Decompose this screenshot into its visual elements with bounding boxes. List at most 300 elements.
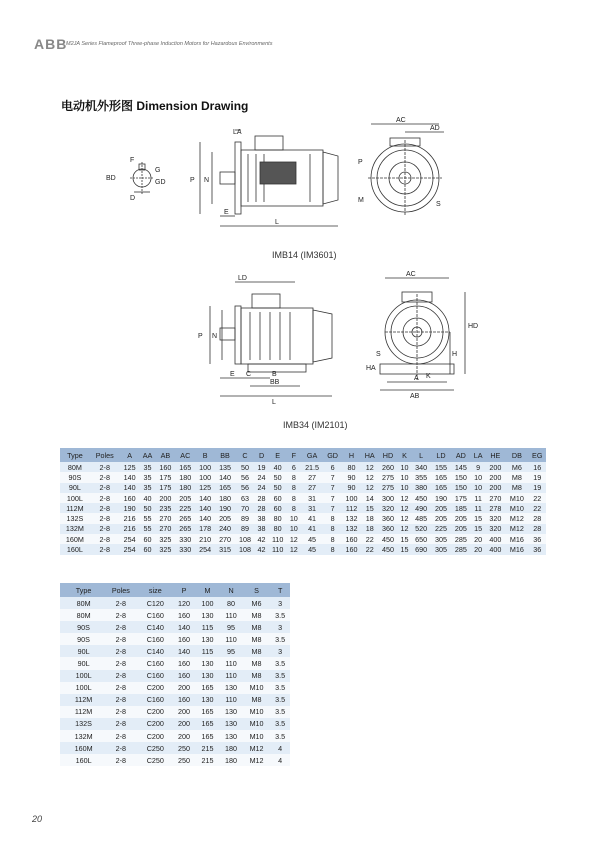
table-cell: 4 bbox=[270, 754, 290, 766]
column-header: N bbox=[219, 583, 243, 597]
table-cell: 3.5 bbox=[270, 682, 290, 694]
table-row bbox=[60, 462, 546, 472]
table-cell: 330 bbox=[175, 544, 195, 554]
table-cell: 89 bbox=[235, 513, 255, 523]
table-cell: 270 bbox=[485, 493, 505, 503]
table-cell: 275 bbox=[378, 483, 398, 493]
table-cell: 22 bbox=[361, 534, 378, 544]
table-cell: 160 bbox=[342, 544, 362, 554]
table-cell: 180 bbox=[175, 483, 195, 493]
table-cell: 175 bbox=[451, 493, 471, 503]
table-row bbox=[60, 544, 546, 554]
table-cell: 132S bbox=[60, 718, 103, 730]
table-cell: 20 bbox=[471, 534, 486, 544]
table-cell: M8 bbox=[243, 621, 270, 633]
table-cell: M10 bbox=[243, 682, 270, 694]
table-cell: 2-8 bbox=[103, 694, 138, 706]
table-cell: 190 bbox=[215, 503, 235, 513]
table-cell: 140 bbox=[120, 483, 140, 493]
table-cell: 110 bbox=[219, 657, 243, 669]
shaft bbox=[220, 172, 235, 184]
table-cell: 3.5 bbox=[270, 706, 290, 718]
table-cell: 20 bbox=[471, 544, 486, 554]
table-cell: 31 bbox=[300, 493, 323, 503]
dim-label-ac: AC bbox=[396, 117, 406, 124]
table-row bbox=[60, 633, 290, 645]
table-cell: 2-8 bbox=[103, 597, 138, 609]
column-header: A bbox=[120, 448, 140, 462]
table-cell: 55 bbox=[140, 524, 156, 534]
table-cell: 10 bbox=[398, 462, 411, 472]
column-header: Type bbox=[60, 448, 90, 462]
table-cell: 160M bbox=[60, 742, 103, 754]
column-header: Poles bbox=[103, 583, 138, 597]
table-cell: 160 bbox=[172, 633, 196, 645]
table-cell: 200 bbox=[155, 493, 175, 503]
table-cell: 112M bbox=[60, 694, 103, 706]
dim-label-s: S bbox=[436, 201, 441, 208]
table-cell: 50 bbox=[235, 462, 255, 472]
table-cell: 2-8 bbox=[103, 682, 138, 694]
column-header: AC bbox=[175, 448, 195, 462]
table-cell: 42 bbox=[255, 544, 268, 554]
dim-label-s: S bbox=[376, 351, 381, 358]
table-cell: 178 bbox=[195, 524, 215, 534]
table-cell: 50 bbox=[140, 503, 156, 513]
table-cell: 215 bbox=[196, 754, 220, 766]
dim-label-n: N bbox=[212, 333, 218, 340]
table-cell: 210 bbox=[195, 534, 215, 544]
table-cell: 35 bbox=[140, 483, 156, 493]
fan-cover bbox=[323, 152, 338, 204]
table-cell: 160 bbox=[342, 534, 362, 544]
dim-label-l: L bbox=[275, 219, 279, 226]
dim-label-hd: HD bbox=[468, 323, 479, 330]
table-cell: 254 bbox=[120, 534, 140, 544]
table-cell: 130 bbox=[196, 694, 220, 706]
table-cell: 15 bbox=[471, 524, 486, 534]
table-cell: 14 bbox=[361, 493, 378, 503]
table-cell: 265 bbox=[175, 524, 195, 534]
table-cell: 130 bbox=[196, 670, 220, 682]
table-cell: 110 bbox=[268, 544, 287, 554]
column-header: F bbox=[287, 448, 300, 462]
table-cell: 205 bbox=[431, 513, 451, 523]
column-header: LD bbox=[431, 448, 451, 462]
table-cell: 90 bbox=[342, 483, 362, 493]
table-cell: 132S bbox=[60, 513, 90, 523]
table-cell: 165 bbox=[196, 718, 220, 730]
table-cell: 200 bbox=[172, 706, 196, 718]
table-cell: 690 bbox=[411, 544, 431, 554]
table-row bbox=[60, 645, 290, 657]
table-cell: 10 bbox=[287, 524, 300, 534]
table-cell: 115 bbox=[196, 621, 220, 633]
table-cell: 165 bbox=[431, 472, 451, 482]
table-cell: 110 bbox=[219, 694, 243, 706]
table-cell: 60 bbox=[140, 534, 156, 544]
table-cell: 160 bbox=[172, 609, 196, 621]
table-cell: 270 bbox=[155, 524, 175, 534]
table-cell: 2-8 bbox=[90, 493, 120, 503]
table-cell: 90S bbox=[60, 621, 103, 633]
table-row bbox=[60, 493, 546, 503]
column-header: AA bbox=[140, 448, 156, 462]
table-cell: 285 bbox=[451, 544, 471, 554]
table-cell: 216 bbox=[120, 524, 140, 534]
table-cell: 132M bbox=[60, 730, 103, 742]
table-cell: 95 bbox=[219, 621, 243, 633]
table-cell: M6 bbox=[243, 597, 270, 609]
table-cell: 160 bbox=[172, 670, 196, 682]
table-cell: 12 bbox=[398, 493, 411, 503]
table-cell: 2-8 bbox=[90, 483, 120, 493]
table-cell: 325 bbox=[155, 544, 175, 554]
table-cell: 300 bbox=[378, 493, 398, 503]
table-cell: 225 bbox=[431, 524, 451, 534]
table-cell: M8 bbox=[243, 633, 270, 645]
dim-label-e: E bbox=[230, 371, 235, 378]
table-cell: 3.5 bbox=[270, 609, 290, 621]
table-cell: 100 bbox=[195, 472, 215, 482]
table-cell: 380 bbox=[411, 483, 431, 493]
table-row bbox=[60, 483, 546, 493]
table-cell: 130 bbox=[196, 633, 220, 645]
table-cell: 31 bbox=[300, 503, 323, 513]
table-cell: 11 bbox=[471, 503, 486, 513]
table-cell: 2-8 bbox=[90, 544, 120, 554]
table-cell: 110 bbox=[268, 534, 287, 544]
table-cell: 100 bbox=[196, 597, 220, 609]
table-row bbox=[60, 524, 546, 534]
table-cell: M10 bbox=[505, 493, 528, 503]
page-number: 20 bbox=[32, 814, 43, 824]
table-cell: C120 bbox=[138, 597, 172, 609]
table-cell: 10 bbox=[398, 472, 411, 482]
table-cell: C200 bbox=[138, 682, 172, 694]
table-cell: 40 bbox=[268, 462, 287, 472]
flange bbox=[235, 142, 241, 214]
table-cell: 165 bbox=[196, 682, 220, 694]
dim-label-p: P bbox=[198, 333, 203, 340]
table-cell: 320 bbox=[485, 513, 505, 523]
table-cell: 100 bbox=[195, 462, 215, 472]
column-header: AB bbox=[155, 448, 175, 462]
table-cell: 80 bbox=[219, 597, 243, 609]
table-row bbox=[60, 503, 546, 513]
table-cell: 8 bbox=[324, 534, 342, 544]
table-cell: 112 bbox=[342, 503, 362, 513]
table-cell: 360 bbox=[378, 524, 398, 534]
table-cell: 130 bbox=[219, 718, 243, 730]
table-cell: 200 bbox=[172, 718, 196, 730]
dim-label-f: F bbox=[130, 157, 135, 164]
column-header: size bbox=[138, 583, 172, 597]
table-cell: 9 bbox=[471, 462, 486, 472]
table-cell: 56 bbox=[235, 483, 255, 493]
table-cell: 24 bbox=[255, 472, 268, 482]
table-cell: 160L bbox=[60, 544, 90, 554]
table-cell: 180 bbox=[219, 742, 243, 754]
table-cell: 28 bbox=[255, 503, 268, 513]
dim-label-a: A bbox=[414, 375, 419, 382]
table-cell: 8 bbox=[287, 493, 300, 503]
table-cell: 305 bbox=[431, 534, 451, 544]
table-cell: M8 bbox=[243, 670, 270, 682]
table-cell: 100L bbox=[60, 493, 90, 503]
table-row bbox=[60, 754, 290, 766]
table-cell: 216 bbox=[120, 513, 140, 523]
table-cell: 3.5 bbox=[270, 670, 290, 682]
column-header: GD bbox=[324, 448, 342, 462]
table-cell: 10 bbox=[471, 483, 486, 493]
table-cell: 6 bbox=[324, 462, 342, 472]
column-header: Type bbox=[60, 583, 103, 597]
table-cell: 60 bbox=[140, 544, 156, 554]
table-cell: C200 bbox=[138, 730, 172, 742]
table-cell: 3 bbox=[270, 645, 290, 657]
dim-label-ld: LD bbox=[238, 275, 247, 282]
table-cell: 80M bbox=[60, 597, 103, 609]
dim-label-bd: BD bbox=[106, 175, 116, 182]
table-cell: 132 bbox=[342, 513, 362, 523]
table-cell: 10 bbox=[398, 483, 411, 493]
column-header: EG bbox=[529, 448, 547, 462]
table-row bbox=[60, 742, 290, 754]
table-cell: 12 bbox=[361, 483, 378, 493]
table-cell: C160 bbox=[138, 657, 172, 669]
table-cell: 63 bbox=[235, 493, 255, 503]
table-cell: 160 bbox=[155, 462, 175, 472]
table-cell: 22 bbox=[361, 544, 378, 554]
table-cell: 28 bbox=[255, 493, 268, 503]
column-header: HD bbox=[378, 448, 398, 462]
table-cell: 265 bbox=[175, 513, 195, 523]
table-cell: 12 bbox=[398, 524, 411, 534]
column-header: HA bbox=[361, 448, 378, 462]
table-cell: M6 bbox=[505, 462, 528, 472]
table-cell: 22 bbox=[529, 493, 547, 503]
table-cell: 165 bbox=[196, 706, 220, 718]
table-cell: 160 bbox=[120, 493, 140, 503]
table-cell: 140 bbox=[195, 493, 215, 503]
table-cell: 2-8 bbox=[103, 730, 138, 742]
dim-label-l: L bbox=[272, 399, 276, 406]
table-cell: 90S bbox=[60, 472, 90, 482]
table-cell: M10 bbox=[243, 706, 270, 718]
table-cell: 165 bbox=[175, 462, 195, 472]
flange-table bbox=[60, 583, 290, 766]
table-cell: 205 bbox=[431, 503, 451, 513]
table-cell: 130 bbox=[219, 706, 243, 718]
table-cell: 150 bbox=[451, 483, 471, 493]
table-cell: 160M bbox=[60, 534, 90, 544]
table-cell: 42 bbox=[255, 534, 268, 544]
table-cell: 200 bbox=[485, 462, 505, 472]
table-cell: C250 bbox=[138, 742, 172, 754]
table-cell: 2-8 bbox=[90, 513, 120, 523]
table-cell: 70 bbox=[235, 503, 255, 513]
table-cell: 19 bbox=[529, 483, 547, 493]
table-cell: 7 bbox=[324, 503, 342, 513]
table-cell: 165 bbox=[431, 483, 451, 493]
dim-label-p: P bbox=[190, 177, 195, 184]
column-header: HE bbox=[485, 448, 505, 462]
dim-label-p2: P bbox=[358, 159, 363, 166]
table-cell: 140 bbox=[195, 503, 215, 513]
table-cell: 235 bbox=[155, 503, 175, 513]
terminal-box bbox=[255, 136, 283, 150]
table-cell: 2-8 bbox=[90, 503, 120, 513]
table-cell: 100L bbox=[60, 670, 103, 682]
table-cell: 35 bbox=[140, 462, 156, 472]
table-cell: 175 bbox=[155, 483, 175, 493]
dim-label-ha: HA bbox=[366, 365, 376, 372]
table-cell: 3.5 bbox=[270, 718, 290, 730]
table-cell: M16 bbox=[505, 534, 528, 544]
table-cell: 15 bbox=[398, 534, 411, 544]
table-cell: 15 bbox=[471, 513, 486, 523]
table-cell: 80 bbox=[268, 524, 287, 534]
table-cell: 90S bbox=[60, 633, 103, 645]
table-cell: 130 bbox=[219, 730, 243, 742]
table-cell: 165 bbox=[215, 483, 235, 493]
header-subtitle: M2JA Series Flameproof Three-phase Induction Motors for Hazardous Environments bbox=[66, 41, 273, 47]
table-cell: 3 bbox=[270, 621, 290, 633]
table-cell: 56 bbox=[235, 472, 255, 482]
table-cell: 2-8 bbox=[103, 742, 138, 754]
table-row bbox=[60, 657, 290, 669]
table-cell: 450 bbox=[411, 493, 431, 503]
table-cell: 260 bbox=[378, 462, 398, 472]
table-cell: 8 bbox=[324, 513, 342, 523]
table-cell: M12 bbox=[243, 742, 270, 754]
table-cell: 200 bbox=[172, 682, 196, 694]
table-header-row bbox=[60, 448, 546, 462]
table-row bbox=[60, 694, 290, 706]
table-cell: 110 bbox=[219, 609, 243, 621]
table-cell: 6 bbox=[287, 462, 300, 472]
table-cell: 12 bbox=[361, 472, 378, 482]
table-cell: 12 bbox=[398, 503, 411, 513]
table-cell: 400 bbox=[485, 544, 505, 554]
table-cell: 3.5 bbox=[270, 633, 290, 645]
table-cell: 225 bbox=[175, 503, 195, 513]
table-cell: 7 bbox=[324, 483, 342, 493]
table-cell: 80M bbox=[60, 462, 90, 472]
table-cell: 140 bbox=[120, 472, 140, 482]
table-cell: 12 bbox=[398, 513, 411, 523]
table-cell: 205 bbox=[215, 513, 235, 523]
table-cell: 60 bbox=[268, 493, 287, 503]
table-cell: 95 bbox=[219, 645, 243, 657]
table-cell: 8 bbox=[287, 483, 300, 493]
table-cell: 90L bbox=[60, 657, 103, 669]
table-cell: 135 bbox=[215, 462, 235, 472]
table-cell: 19 bbox=[529, 472, 547, 482]
table-cell: 12 bbox=[361, 462, 378, 472]
table-cell: 180 bbox=[175, 472, 195, 482]
table-cell: 41 bbox=[300, 524, 323, 534]
table-cell: 38 bbox=[255, 524, 268, 534]
table-cell: 7 bbox=[324, 472, 342, 482]
drawing-imb14 bbox=[100, 112, 480, 247]
table-cell: 270 bbox=[155, 513, 175, 523]
column-header: K bbox=[398, 448, 411, 462]
column-header: E bbox=[268, 448, 287, 462]
dim-label-d: D bbox=[130, 195, 136, 202]
table-cell: C160 bbox=[138, 694, 172, 706]
table-row bbox=[60, 534, 546, 544]
table-cell: M10 bbox=[243, 718, 270, 730]
table-cell: C140 bbox=[138, 645, 172, 657]
table-cell: 165 bbox=[196, 730, 220, 742]
table-cell: 400 bbox=[485, 534, 505, 544]
table-cell: M8 bbox=[505, 472, 528, 482]
table-cell: 108 bbox=[235, 544, 255, 554]
table-cell: 200 bbox=[485, 472, 505, 482]
table-cell: C200 bbox=[138, 718, 172, 730]
column-header: C bbox=[235, 448, 255, 462]
table-row bbox=[60, 682, 290, 694]
column-header: Poles bbox=[90, 448, 120, 462]
table-cell: 205 bbox=[451, 524, 471, 534]
table-cell: 320 bbox=[378, 503, 398, 513]
dim-label-n: N bbox=[204, 177, 210, 184]
table-cell: 60 bbox=[268, 503, 287, 513]
table-cell: 45 bbox=[300, 544, 323, 554]
table-cell: 45 bbox=[300, 534, 323, 544]
table-cell: C160 bbox=[138, 670, 172, 682]
table-row bbox=[60, 670, 290, 682]
table-cell: 132 bbox=[342, 524, 362, 534]
column-header: H bbox=[342, 448, 362, 462]
table-cell: M10 bbox=[505, 503, 528, 513]
column-header: S bbox=[243, 583, 270, 597]
table-cell: 41 bbox=[300, 513, 323, 523]
table-cell: 125 bbox=[195, 483, 215, 493]
table-cell: 12 bbox=[287, 544, 300, 554]
table-cell: C200 bbox=[138, 706, 172, 718]
table-cell: 2-8 bbox=[90, 462, 120, 472]
table-cell: 140 bbox=[195, 513, 215, 523]
column-header: BB bbox=[215, 448, 235, 462]
table-cell: 3 bbox=[270, 597, 290, 609]
table-cell: 180 bbox=[219, 754, 243, 766]
dim-label-e: E bbox=[224, 209, 229, 216]
table-cell: 490 bbox=[411, 503, 431, 513]
table-cell: C250 bbox=[138, 754, 172, 766]
table-cell: 130 bbox=[219, 682, 243, 694]
table-row bbox=[60, 621, 290, 633]
column-header: P bbox=[172, 583, 196, 597]
foot bbox=[248, 364, 306, 372]
table-cell: 180 bbox=[215, 493, 235, 503]
caption-imb34: IMB34 (IM2101) bbox=[283, 420, 348, 430]
table-cell: 115 bbox=[196, 645, 220, 657]
dim-label-b: B bbox=[272, 371, 277, 378]
table-cell: M8 bbox=[243, 694, 270, 706]
table-cell: 2-8 bbox=[90, 524, 120, 534]
table-cell: 360 bbox=[378, 513, 398, 523]
table-cell: 28 bbox=[529, 513, 547, 523]
table-cell: 285 bbox=[451, 534, 471, 544]
dimension-table bbox=[60, 448, 546, 555]
table-cell: 450 bbox=[378, 544, 398, 554]
table-cell: 150 bbox=[451, 472, 471, 482]
dim-label-bb: BB bbox=[270, 379, 280, 386]
table-cell: 110 bbox=[219, 633, 243, 645]
